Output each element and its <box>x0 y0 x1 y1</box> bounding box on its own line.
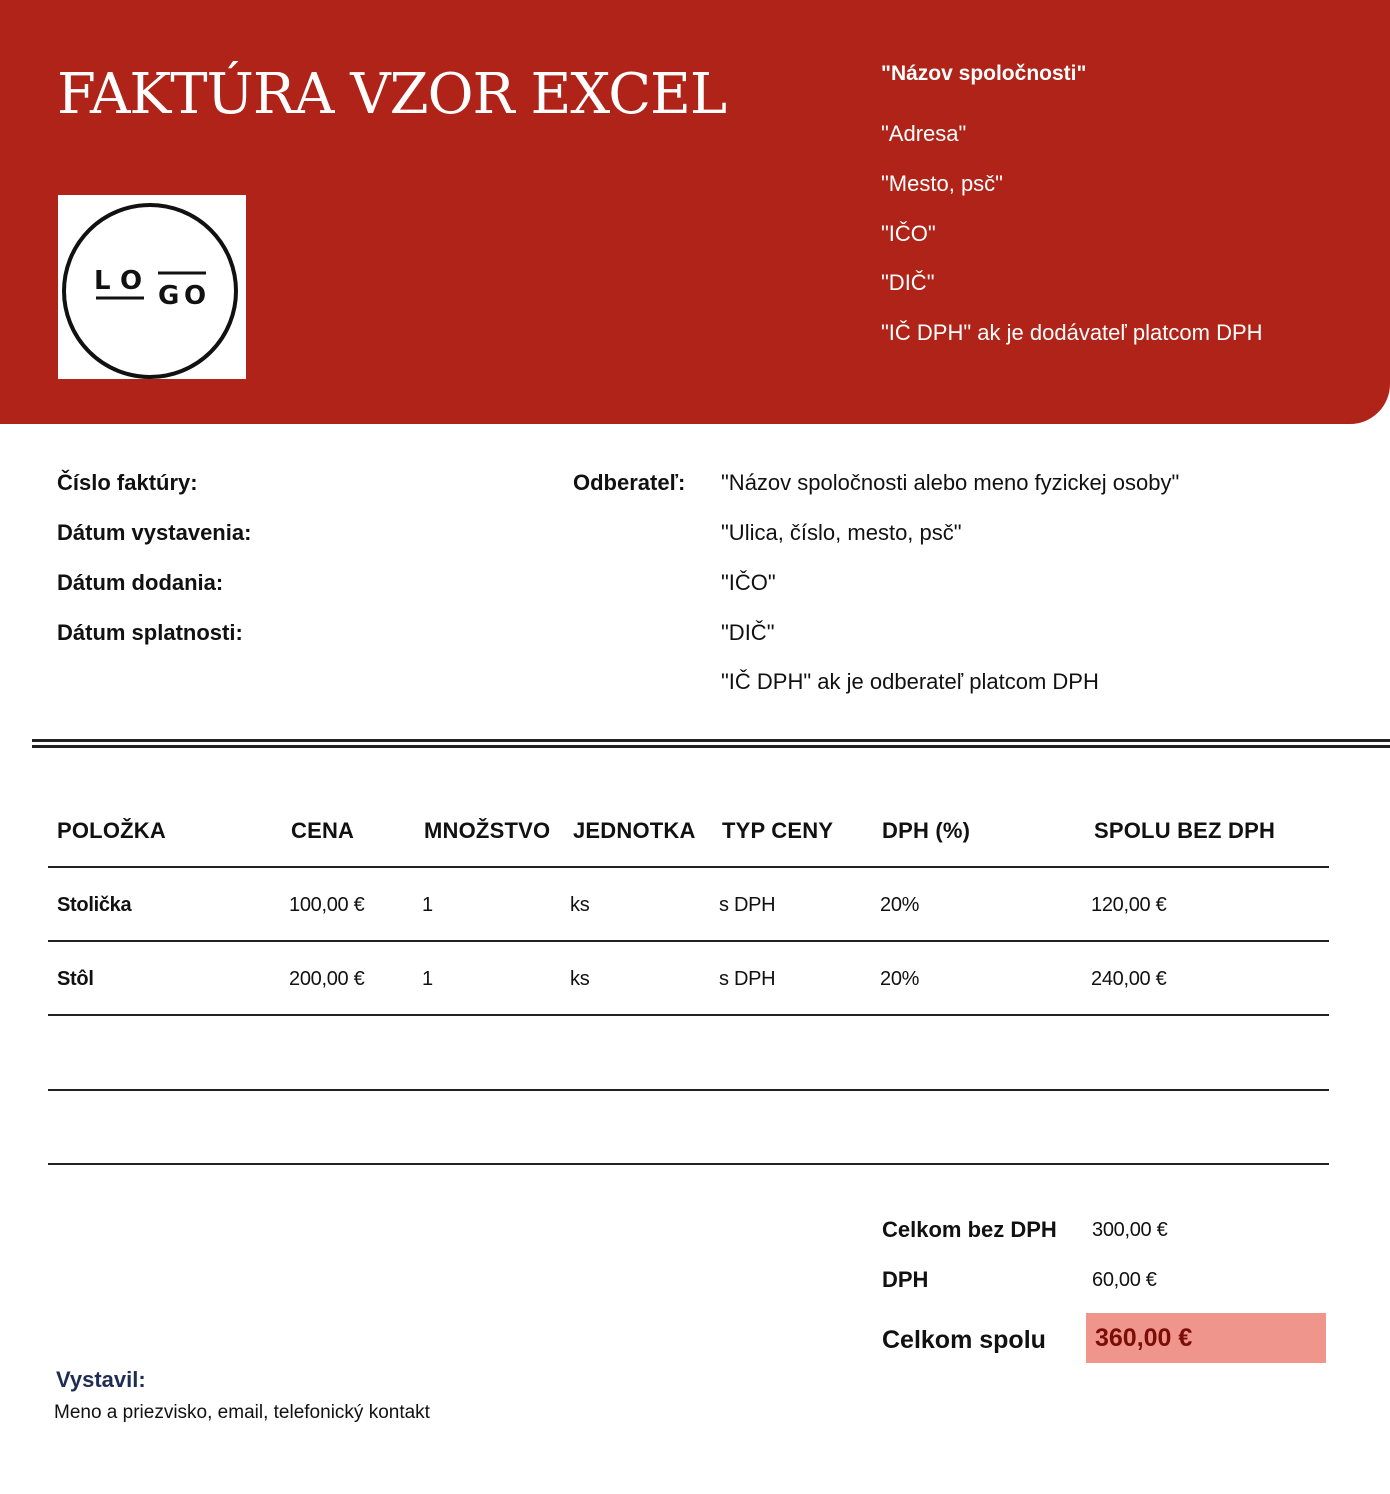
table-row-rule <box>48 1163 1329 1165</box>
subtotal-label: Celkom bez DPH <box>882 1217 1057 1242</box>
col-header-vat: DPH (%) <box>882 818 971 843</box>
cell-quantity: 1 <box>422 894 433 916</box>
customer-name: "Názov spoločnosti alebo meno fyzickej osoby" <box>721 470 1180 495</box>
divider-bottom <box>32 745 1390 748</box>
issued-by-label: Vystavil: <box>56 1367 146 1392</box>
col-header-price-type: TYP CENY <box>722 818 834 843</box>
table-row-rule <box>48 1089 1329 1091</box>
col-header-total: SPOLU BEZ DPH <box>1094 818 1276 843</box>
cell-price: 100,00 € <box>289 894 365 916</box>
invoice-title: FAKTÚRA VZOR EXCEL <box>57 62 727 127</box>
cell-price: 200,00 € <box>289 968 365 990</box>
cell-unit: ks <box>570 968 590 990</box>
customer-dic: "DIČ" <box>721 620 775 645</box>
logo-circle-icon <box>58 195 246 379</box>
col-header-item: POLOŽKA <box>57 818 166 843</box>
customer-icdph: "IČ DPH" ak je odberateľ platcom DPH <box>721 669 1099 694</box>
table-row-rule <box>48 940 1329 942</box>
supplier-ico: "IČO" <box>881 221 936 246</box>
divider-top <box>32 739 1390 742</box>
invoice-number-label: Číslo faktúry: <box>57 470 198 495</box>
col-header-quantity: MNOŽSTVO <box>424 818 551 843</box>
cell-total: 120,00 € <box>1091 894 1167 916</box>
cell-vat: 20% <box>880 894 920 916</box>
vat-label: DPH <box>882 1267 929 1292</box>
cell-unit: ks <box>570 894 590 916</box>
issued-by-value: Meno a priezvisko, email, telefonický kontakt <box>54 1402 430 1423</box>
cell-price-type: s DPH <box>719 894 776 916</box>
logo-letter-1: L <box>94 266 111 296</box>
cell-total: 240,00 € <box>1091 968 1167 990</box>
supplier-name: "Názov spoločnosti" <box>881 62 1087 85</box>
customer-ico: "IČO" <box>721 570 776 595</box>
supplier-icdph: "IČ DPH" ak je dodávateľ platcom DPH <box>881 320 1263 345</box>
total-value: 360,00 € <box>1095 1324 1193 1352</box>
logo-letter-3: G <box>158 281 180 311</box>
vat-value: 60,00 € <box>1092 1269 1157 1291</box>
delivery-date-label: Dátum dodania: <box>57 570 224 595</box>
cell-vat: 20% <box>880 968 920 990</box>
table-row-rule <box>48 1014 1329 1016</box>
due-date-label: Dátum splatnosti: <box>57 620 243 645</box>
supplier-address: "Adresa" <box>881 121 967 146</box>
table-header-rule <box>48 866 1329 868</box>
logo-letter-2: O <box>120 266 143 296</box>
cell-quantity: 1 <box>422 968 433 990</box>
cell-price-type: s DPH <box>719 968 776 990</box>
subtotal-value: 300,00 € <box>1092 1219 1168 1241</box>
total-label: Celkom spolu <box>882 1326 1046 1354</box>
col-header-price: CENA <box>291 818 355 843</box>
customer-label: Odberateľ: <box>573 470 686 495</box>
issue-date-label: Dátum vystavenia: <box>57 520 252 545</box>
col-header-unit: JEDNOTKA <box>573 818 696 843</box>
company-logo <box>58 195 246 379</box>
cell-item: Stôl <box>57 968 94 990</box>
cell-item: Stolička <box>57 894 132 916</box>
supplier-dic: "DIČ" <box>881 270 935 295</box>
customer-address: "Ulica, číslo, mesto, psč" <box>721 520 962 545</box>
logo-letter-4: O <box>184 281 207 311</box>
supplier-city: "Mesto, psč" <box>881 171 1003 196</box>
